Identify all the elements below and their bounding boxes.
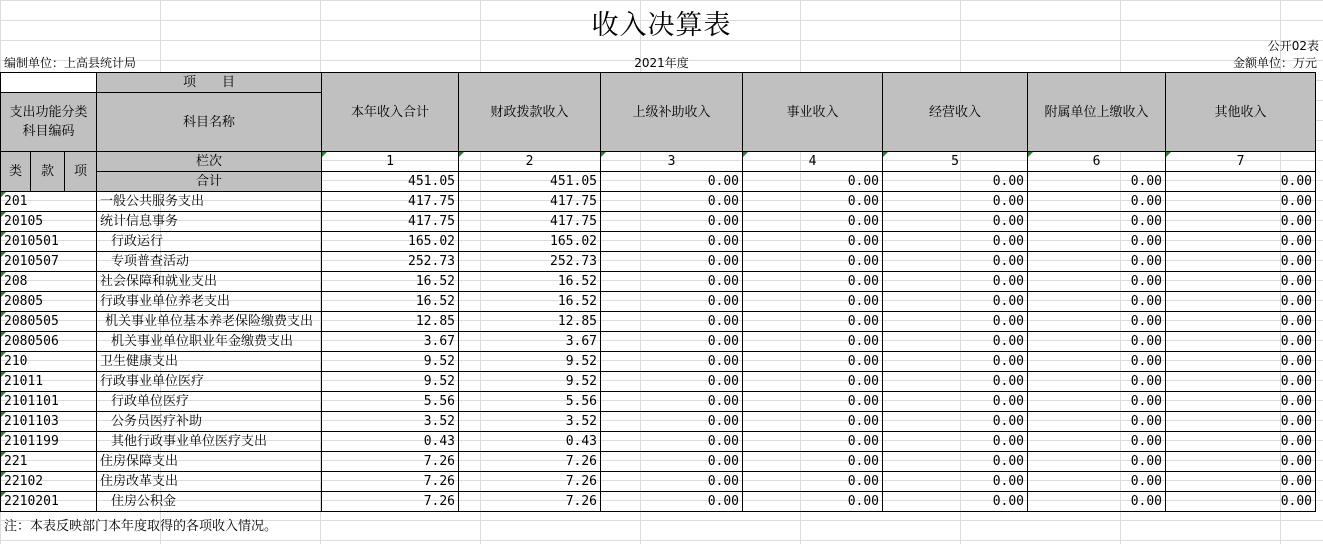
row-value-6: 0.00	[1028, 252, 1166, 272]
row-value-3: 0.00	[601, 472, 743, 492]
header-code: 支出功能分类科目编码	[1, 93, 97, 152]
row-value-4: 0.00	[743, 392, 883, 412]
row-value-7: 0.00	[1166, 432, 1316, 452]
row-value-3: 0.00	[601, 212, 743, 232]
row-value-1: 252.73	[322, 252, 459, 272]
row-value-3: 0.00	[601, 252, 743, 272]
row-code: 201	[1, 192, 97, 212]
row-value-2: 417.75	[459, 192, 601, 212]
col-number-7: 7	[1166, 152, 1316, 172]
amount-unit: 金额单位：万元	[1232, 56, 1317, 70]
row-value-4: 0.00	[743, 432, 883, 452]
income-table	[0, 72, 1316, 512]
header-spacer	[1, 73, 97, 93]
row-value-5: 0.00	[883, 252, 1028, 272]
row-value-7: 0.00	[1166, 352, 1316, 372]
row-value-6: 0.00	[1028, 212, 1166, 232]
row-value-2: 165.02	[459, 232, 601, 252]
row-name: 其他行政事业单位医疗支出	[97, 432, 322, 452]
table-row	[1, 492, 1316, 512]
row-value-3: 0.00	[601, 292, 743, 312]
total-value-5: 0.00	[883, 172, 1028, 192]
row-value-7: 0.00	[1166, 492, 1316, 512]
row-value-4: 0.00	[743, 472, 883, 492]
row-code: 2101199	[1, 432, 97, 452]
row-value-1: 16.52	[322, 292, 459, 312]
table-row	[1, 292, 1316, 312]
row-value-7: 0.00	[1166, 252, 1316, 272]
row-value-5: 0.00	[883, 312, 1028, 332]
row-value-3: 0.00	[601, 312, 743, 332]
row-value-4: 0.00	[743, 332, 883, 352]
row-value-2: 3.67	[459, 332, 601, 352]
row-code: 2080506	[1, 332, 97, 352]
row-value-5: 0.00	[883, 192, 1028, 212]
row-value-2: 3.52	[459, 412, 601, 432]
compiling-unit: 编制单位：上高县统计局	[4, 56, 137, 70]
total-value-7: 0.00	[1166, 172, 1316, 192]
row-value-3: 0.00	[601, 352, 743, 372]
row-value-2: 7.26	[459, 472, 601, 492]
row-value-6: 0.00	[1028, 492, 1166, 512]
row-name: 机关事业单位基本养老保险缴费支出	[97, 312, 322, 332]
row-value-2: 7.26	[459, 452, 601, 472]
row-value-1: 16.52	[322, 272, 459, 292]
row-value-5: 0.00	[883, 492, 1028, 512]
row-value-1: 417.75	[322, 192, 459, 212]
total-value-6: 0.00	[1028, 172, 1166, 192]
row-value-4: 0.00	[743, 412, 883, 432]
row-value-3: 0.00	[601, 372, 743, 392]
row-code: 221	[1, 452, 97, 472]
row-value-3: 0.00	[601, 192, 743, 212]
row-value-1: 5.56	[322, 392, 459, 412]
row-value-7: 0.00	[1166, 192, 1316, 212]
row-value-2: 0.43	[459, 432, 601, 452]
row-value-4: 0.00	[743, 272, 883, 292]
row-value-2: 5.56	[459, 392, 601, 412]
row-value-7: 0.00	[1166, 332, 1316, 352]
table-row	[1, 212, 1316, 232]
row-name: 专项普查活动	[97, 252, 322, 272]
total-value-1: 451.05	[322, 172, 459, 192]
row-name: 住房改革支出	[97, 472, 322, 492]
row-value-7: 0.00	[1166, 232, 1316, 252]
row-value-5: 0.00	[883, 472, 1028, 492]
row-value-1: 0.43	[322, 432, 459, 452]
row-name: 卫生健康支出	[97, 352, 322, 372]
table-note: 注：本表反映部门本年度取得的各项收入情况。	[4, 519, 278, 534]
row-value-6: 0.00	[1028, 372, 1166, 392]
row-value-4: 0.00	[743, 452, 883, 472]
table-row	[1, 432, 1316, 452]
row-value-2: 16.52	[459, 272, 601, 292]
row-value-6: 0.00	[1028, 192, 1166, 212]
row-value-7: 0.00	[1166, 452, 1316, 472]
row-name: 住房保障支出	[97, 452, 322, 472]
row-value-3: 0.00	[601, 432, 743, 452]
row-value-2: 252.73	[459, 252, 601, 272]
row-name: 机关事业单位职业年金缴费支出	[97, 332, 322, 352]
row-value-1: 165.02	[322, 232, 459, 252]
row-code: 2101101	[1, 392, 97, 412]
row-value-2: 9.52	[459, 352, 601, 372]
page-title: 收入决算表	[591, 10, 732, 41]
row-value-4: 0.00	[743, 232, 883, 252]
header-item: 项 目	[97, 73, 322, 93]
row-value-5: 0.00	[883, 212, 1028, 232]
row-code: 2010501	[1, 232, 97, 252]
row-value-4: 0.00	[743, 192, 883, 212]
row-value-3: 0.00	[601, 332, 743, 352]
header-name: 科目名称	[97, 93, 322, 152]
header-xiang: 项	[65, 152, 97, 192]
total-value-2: 451.05	[459, 172, 601, 192]
row-value-6: 0.00	[1028, 232, 1166, 252]
row-value-7: 0.00	[1166, 372, 1316, 392]
row-code: 20105	[1, 212, 97, 232]
row-value-1: 9.52	[322, 352, 459, 372]
row-name: 行政事业单位养老支出	[97, 292, 322, 312]
row-value-2: 417.75	[459, 212, 601, 232]
table-row	[1, 192, 1316, 212]
row-value-6: 0.00	[1028, 272, 1166, 292]
row-name: 行政运行	[97, 232, 322, 252]
header-col-3: 上级补助收入	[601, 73, 743, 152]
header-col-7: 其他收入	[1166, 73, 1316, 152]
row-code: 2101103	[1, 412, 97, 432]
col-number-3: 3	[601, 152, 743, 172]
row-value-1: 417.75	[322, 212, 459, 232]
row-value-4: 0.00	[743, 492, 883, 512]
table-row	[1, 372, 1316, 392]
col-number-1: 1	[322, 152, 459, 172]
row-value-5: 0.00	[883, 272, 1028, 292]
row-value-5: 0.00	[883, 352, 1028, 372]
row-value-6: 0.00	[1028, 312, 1166, 332]
header-kuan: 款	[31, 152, 65, 192]
row-value-3: 0.00	[601, 412, 743, 432]
row-value-2: 12.85	[459, 312, 601, 332]
row-value-3: 0.00	[601, 232, 743, 252]
row-value-5: 0.00	[883, 392, 1028, 412]
row-value-2: 16.52	[459, 292, 601, 312]
row-code: 2010507	[1, 252, 97, 272]
row-value-6: 0.00	[1028, 472, 1166, 492]
row-code: 22102	[1, 472, 97, 492]
row-value-5: 0.00	[883, 432, 1028, 452]
row-value-4: 0.00	[743, 312, 883, 332]
row-value-1: 3.67	[322, 332, 459, 352]
row-value-1: 12.85	[322, 312, 459, 332]
row-value-6: 0.00	[1028, 352, 1166, 372]
table-row	[1, 392, 1316, 412]
row-value-2: 7.26	[459, 492, 601, 512]
row-value-7: 0.00	[1166, 412, 1316, 432]
col-number-4: 4	[743, 152, 883, 172]
row-value-7: 0.00	[1166, 472, 1316, 492]
row-value-4: 0.00	[743, 212, 883, 232]
row-value-1: 7.26	[322, 492, 459, 512]
header-col-1: 本年收入合计	[322, 73, 459, 152]
row-value-1: 7.26	[322, 452, 459, 472]
row-code: 2210201	[1, 492, 97, 512]
col-number-2: 2	[459, 152, 601, 172]
table-row	[1, 252, 1316, 272]
total-value-3: 0.00	[601, 172, 743, 192]
row-value-6: 0.00	[1028, 332, 1166, 352]
row-code: 210	[1, 352, 97, 372]
row-value-1: 3.52	[322, 412, 459, 432]
row-value-6: 0.00	[1028, 452, 1166, 472]
row-value-5: 0.00	[883, 452, 1028, 472]
row-value-7: 0.00	[1166, 312, 1316, 332]
row-name: 一般公共服务支出	[97, 192, 322, 212]
row-value-7: 0.00	[1166, 212, 1316, 232]
row-value-5: 0.00	[883, 332, 1028, 352]
row-value-3: 0.00	[601, 392, 743, 412]
row-code: 2080505	[1, 312, 97, 332]
form-number: 公开02表	[1267, 39, 1319, 53]
row-code: 20805	[1, 292, 97, 312]
row-value-5: 0.00	[883, 232, 1028, 252]
row-value-7: 0.00	[1166, 392, 1316, 412]
table-row	[1, 412, 1316, 432]
row-value-7: 0.00	[1166, 272, 1316, 292]
row-value-6: 0.00	[1028, 432, 1166, 452]
row-value-7: 0.00	[1166, 292, 1316, 312]
header-col-5: 经营收入	[883, 73, 1028, 152]
row-value-6: 0.00	[1028, 292, 1166, 312]
col-number-6: 6	[1028, 152, 1166, 172]
row-code: 21011	[1, 372, 97, 392]
table-row	[1, 272, 1316, 292]
header-col-2: 财政拨款收入	[459, 73, 601, 152]
row-value-3: 0.00	[601, 272, 743, 292]
table-row	[1, 452, 1316, 472]
row-name: 住房公积金	[97, 492, 322, 512]
row-value-5: 0.00	[883, 412, 1028, 432]
row-code: 208	[1, 272, 97, 292]
row-value-3: 0.00	[601, 452, 743, 472]
table-row	[1, 352, 1316, 372]
row-value-4: 0.00	[743, 292, 883, 312]
table-row	[1, 332, 1316, 352]
table-row	[1, 472, 1316, 492]
fiscal-year: 2021年度	[634, 56, 689, 70]
row-value-1: 7.26	[322, 472, 459, 492]
row-value-3: 0.00	[601, 492, 743, 512]
row-value-2: 9.52	[459, 372, 601, 392]
header-lei: 类	[1, 152, 31, 192]
table-row	[1, 232, 1316, 252]
row-value-6: 0.00	[1028, 392, 1166, 412]
row-value-6: 0.00	[1028, 412, 1166, 432]
header-col-6: 附属单位上缴收入	[1028, 73, 1166, 152]
row-name: 行政事业单位医疗	[97, 372, 322, 392]
total-label: 合计	[97, 172, 322, 192]
total-value-4: 0.00	[743, 172, 883, 192]
col-number-5: 5	[883, 152, 1028, 172]
row-value-4: 0.00	[743, 372, 883, 392]
row-name: 社会保障和就业支出	[97, 272, 322, 292]
row-value-5: 0.00	[883, 372, 1028, 392]
header-col-4: 事业收入	[743, 73, 883, 152]
row-value-4: 0.00	[743, 252, 883, 272]
row-name: 统计信息事务	[97, 212, 322, 232]
row-value-5: 0.00	[883, 292, 1028, 312]
row-name: 行政单位医疗	[97, 392, 322, 412]
row-value-4: 0.00	[743, 352, 883, 372]
row-value-1: 9.52	[322, 372, 459, 392]
header-lanci: 栏次	[97, 152, 322, 172]
row-name: 公务员医疗补助	[97, 412, 322, 432]
table-row	[1, 312, 1316, 332]
